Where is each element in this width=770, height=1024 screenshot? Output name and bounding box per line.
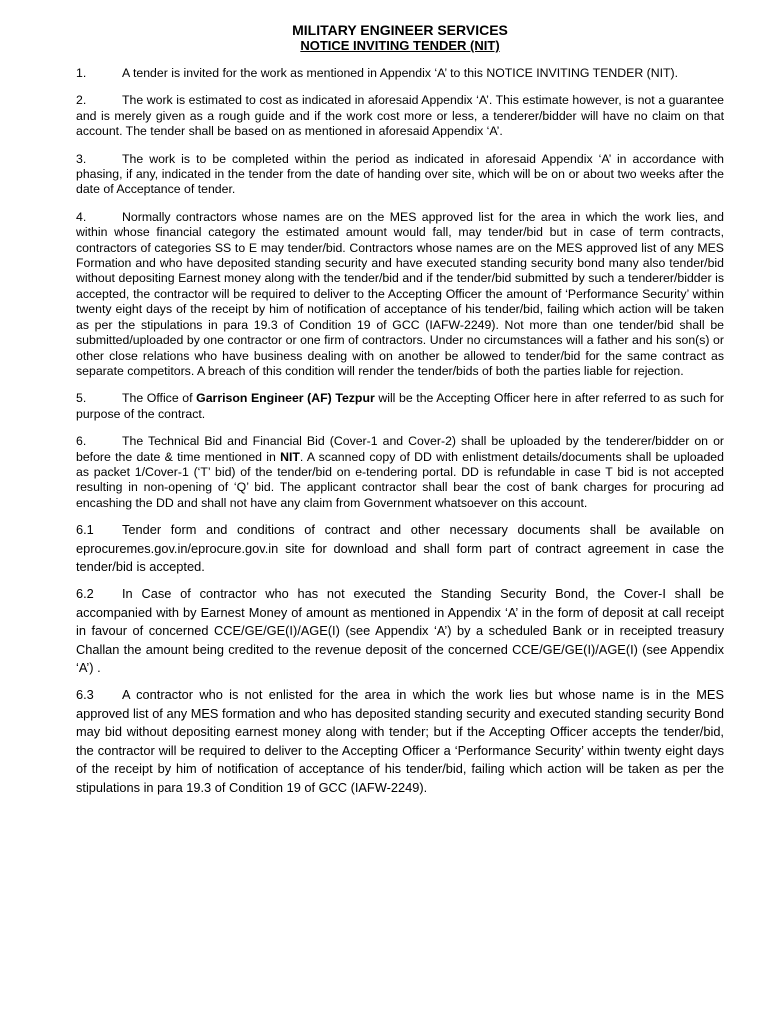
paragraph-6-2 <box>76 585 724 678</box>
paragraph-4 <box>76 210 724 379</box>
paragraph-text-post: . A scanned copy of DD with enlistment details/documents shall be uploaded as packet 1/Cover-1 (‘T’ bid) of the tender/bid on e-tendering portal. DD is refundable in case T bid is not accepted resulting in non-opening of ‘Q’ bid. The applicant contractor shall bear the cost of bank charges for procuring ad encashing the DD and shall not have any claim from Government whatsoever on this account. <box>76 449 724 510</box>
paragraph-number: 4. <box>76 209 87 224</box>
paragraph-5 <box>76 391 724 422</box>
paragraph-number: 6.3 <box>76 686 94 702</box>
paragraph-text: A tender is invited for the work as mentioned in Appendix ‘A’ to this NOTICE INVITING TENDER (NIT). <box>122 66 679 80</box>
paragraph-number: 6.1 <box>76 522 94 538</box>
paragraph-6-1 <box>76 521 724 577</box>
paragraph-text: A contractor who is not enlisted for the area in which the work lies but whose name is in the MES approved list of any MES formation and who has deposited standing security and executed standing security Bond may bid without depositing earnest money along with tender; but if the Accepting Officer accepts the tender/bid, the contractor will be required to deliver to the Accepting Officer a ‘Performance Security’ within twenty eight days of the receipt by him of notification of acceptance of his tender/bid, failing which action will be taken as per the stipulations in para 19.3 of Condition 19 of GCC (IAFW-2249). <box>76 686 724 795</box>
accepting-officer-name: Garrison Engineer (AF) Tezpur <box>196 391 375 406</box>
nit-term: NIT <box>280 449 300 464</box>
paragraph-number: 5. <box>76 391 87 406</box>
paragraph-number: 6. <box>76 434 87 449</box>
paragraph-number: 2. <box>76 93 87 108</box>
paragraph-text-pre: The Technical Bid and Financial Bid (Cover-1 and Cover-2) shall be uploaded by the tenderer/bidder on or before the date & time mentioned in <box>76 434 724 464</box>
document-subtitle: NOTICE INVITING TENDER (NIT) <box>300 38 500 53</box>
paragraph-text-pre: The Office of <box>122 391 197 406</box>
paragraph-1 <box>76 66 724 81</box>
paragraph-number: 6.2 <box>76 585 94 601</box>
paragraph-text: Normally contractors whose names are on the MES approved list for the area in which the work lies, and within whose financial category the estimated amount would fall, may tender/bid but in case of term contracts, contractors of categories SS to E may tender/bid. Contractors whose names are on the MES approved list of any MES Formation and who have deposited standing security and have executed standing security bond many also tender/bid without depositing Earnest money along with the tender/bid and if the tender/bid submitted by such a tenderer/bidder is accepted, the contractor will be required to deliver to the Accepting Officer the amount of ‘Performance Security’ within twenty eight days of the receipt by him of notification of acceptance of his tender/bid, failing which action will be taken as per the stipulations in para 19.3 of Condition 19 of GCC (IAFW-2249). Not more than one tender/bid shall be submitted/uploaded by one contractor or one firm of contractors. Under no circumstances will a father and his son(s) or other close relations who have business dealing with on another be allowed to tender/bid for the same contract as separate competitors. A breach of this condition will render the tender/bids of both the parties liable for rejection. <box>76 209 724 378</box>
paragraph-6-3 <box>76 686 724 798</box>
paragraph-text: Tender form and conditions of contract and other necessary documents shall be available on eprocuremes.gov.in/eprocure.gov.in site for download and shall form part of contract agreement in case the tender/bid is accepted. <box>76 522 724 575</box>
paragraph-text: The work is estimated to cost as indicated in aforesaid Appendix ‘A’. This estimate however, is not a guarantee and is merely given as a rough guide and if the work cost more or less, a tenderer/bidder will have no claim on that account. The tender shall be based on as mentioned in aforesaid Appendix ‘A’. <box>76 93 724 139</box>
paragraph-6 <box>76 434 724 511</box>
paragraph-2 <box>76 93 724 139</box>
paragraph-text: The work is to be completed within the period as indicated in aforesaid Appendix ‘A’ in accordance with phasing, if any, indicated in the tender from the date of handing over site, which will be on or about two weeks after the date of Acceptance of tender. <box>76 151 724 197</box>
paragraph-text: In Case of contractor who has not executed the Standing Security Bond, the Cover-I shall be accompanied with by Earnest Money of amount as mentioned in Appendix ‘A’ in the form of deposit at call receipt in favour of concerned CCE/GE/GE(I)/AGE(I) (see Appendix ‘A’) by a scheduled Bank or in receipted treasury Challan the amount being credited to the revenue deposit of the concerned CCE/GE/GE(I)/AGE(I) (see Appendix ‘A’) . <box>76 585 724 676</box>
document-title: MILITARY ENGINEER SERVICES <box>292 22 508 38</box>
document-page <box>76 22 724 797</box>
paragraph-number: 1. <box>76 66 87 80</box>
paragraph-number: 3. <box>76 151 87 166</box>
paragraph-text-post: will be the Accepting Officer here in after referred to as such for purpose of the contract. <box>76 391 724 421</box>
paragraph-3 <box>76 152 724 198</box>
